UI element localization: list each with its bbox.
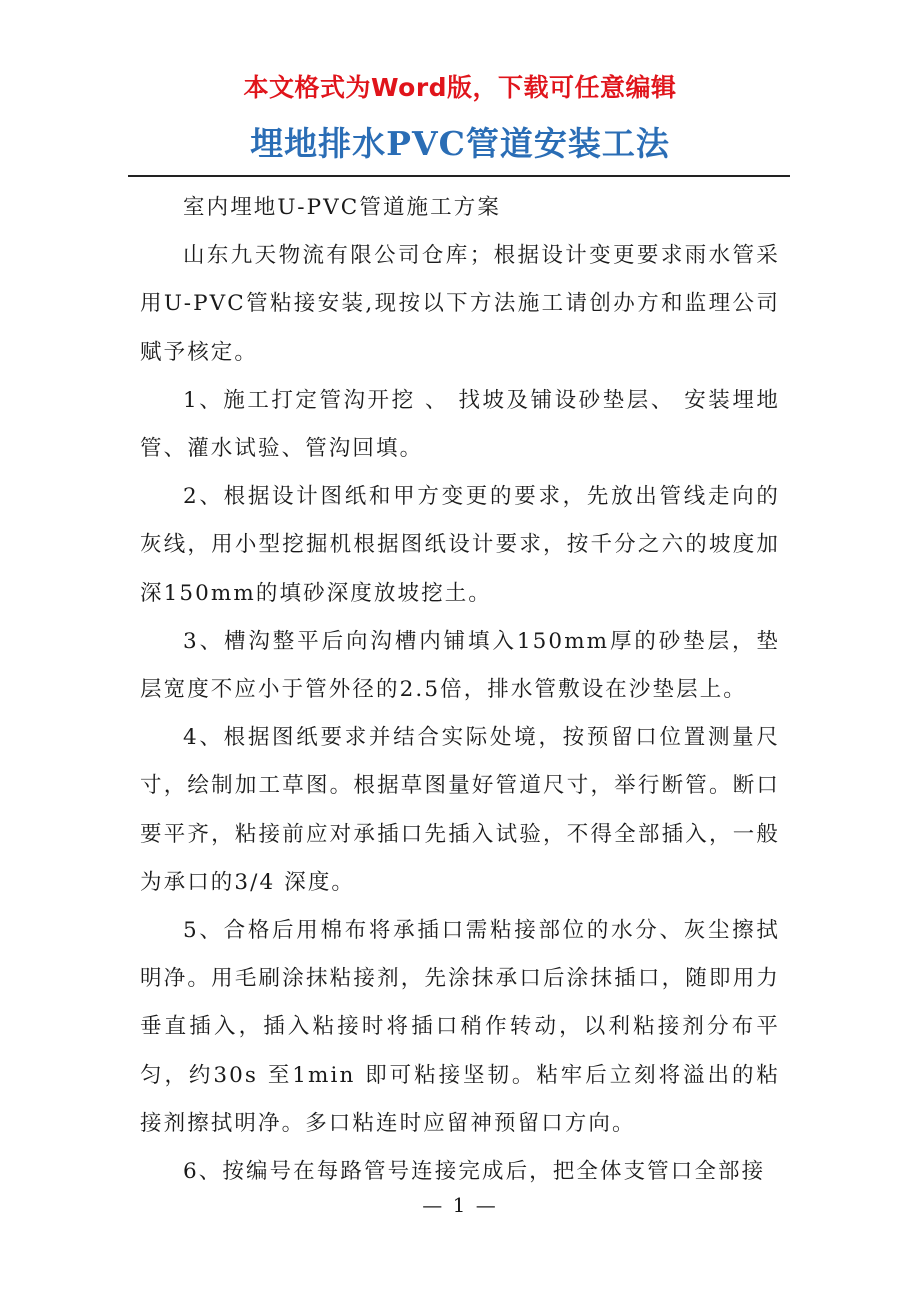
intro-paragraph: 山东九天物流有限公司仓库；根据设计变更要求雨水管采用U-PVC管粘接安装,现按以下方法施工请创办方和监理公司赋予核定。 bbox=[140, 243, 780, 365]
step-6-paragraph: 6、按编号在每路管号连接完成后，把全体支管口全部接 bbox=[183, 1159, 766, 1185]
document-title: 埋地排水PVC管道安装工法 bbox=[250, 124, 670, 163]
download-banner: 本文格式为Word版，下载可任意编辑 bbox=[243, 73, 677, 102]
step-3-paragraph: 3、槽沟整平后向沟槽内铺填入150mm厚的砂垫层，垫层宽度不应小于管外径的2.5倍，排水管敷设在沙垫层上。 bbox=[140, 628, 780, 703]
step-4-paragraph: 4、根据图纸要求并结合实际处境，按预留口位置测量尺寸，绘制加工草图。根据草图量好管道尺寸，举行断管。断口要平齐，粘接前应对承插口先插入试验，不得全部插入，一般为承口的3/4 深度。 bbox=[140, 725, 780, 895]
page-number: — 1 — bbox=[422, 1193, 498, 1217]
document-body bbox=[140, 184, 780, 1196]
section-heading: 室内埋地U-PVC管道施工方案 bbox=[183, 195, 501, 220]
step-2-paragraph: 2、根据设计图纸和甲方变更的要求，先放出管线走向的灰线，用小型挖掘机根据图纸设计要求，按千分之六的坡度加深150mm的填砂深度放坡挖土。 bbox=[140, 484, 780, 606]
step-1-paragraph: 1、施工打定管沟开挖 、 找坡及铺设砂垫层、 安装埋地管、灌水试验、管沟回填。 bbox=[140, 387, 780, 462]
step-5-paragraph: 5、合格后用棉布将承插口需粘接部位的水分、灰尘擦拭明净。用毛刷涂抹粘接剂，先涂抹承口后涂抹插口，随即用力垂直插入，插入粘接时将插口稍作转动，以利粘接剂分布平匀，约30s 至1min 即可粘接坚韧。粘牢后立刻将溢出的粘接剂擦拭明净。多口粘连时应留神预留口方向。 bbox=[140, 918, 780, 1136]
title-divider bbox=[128, 175, 790, 177]
